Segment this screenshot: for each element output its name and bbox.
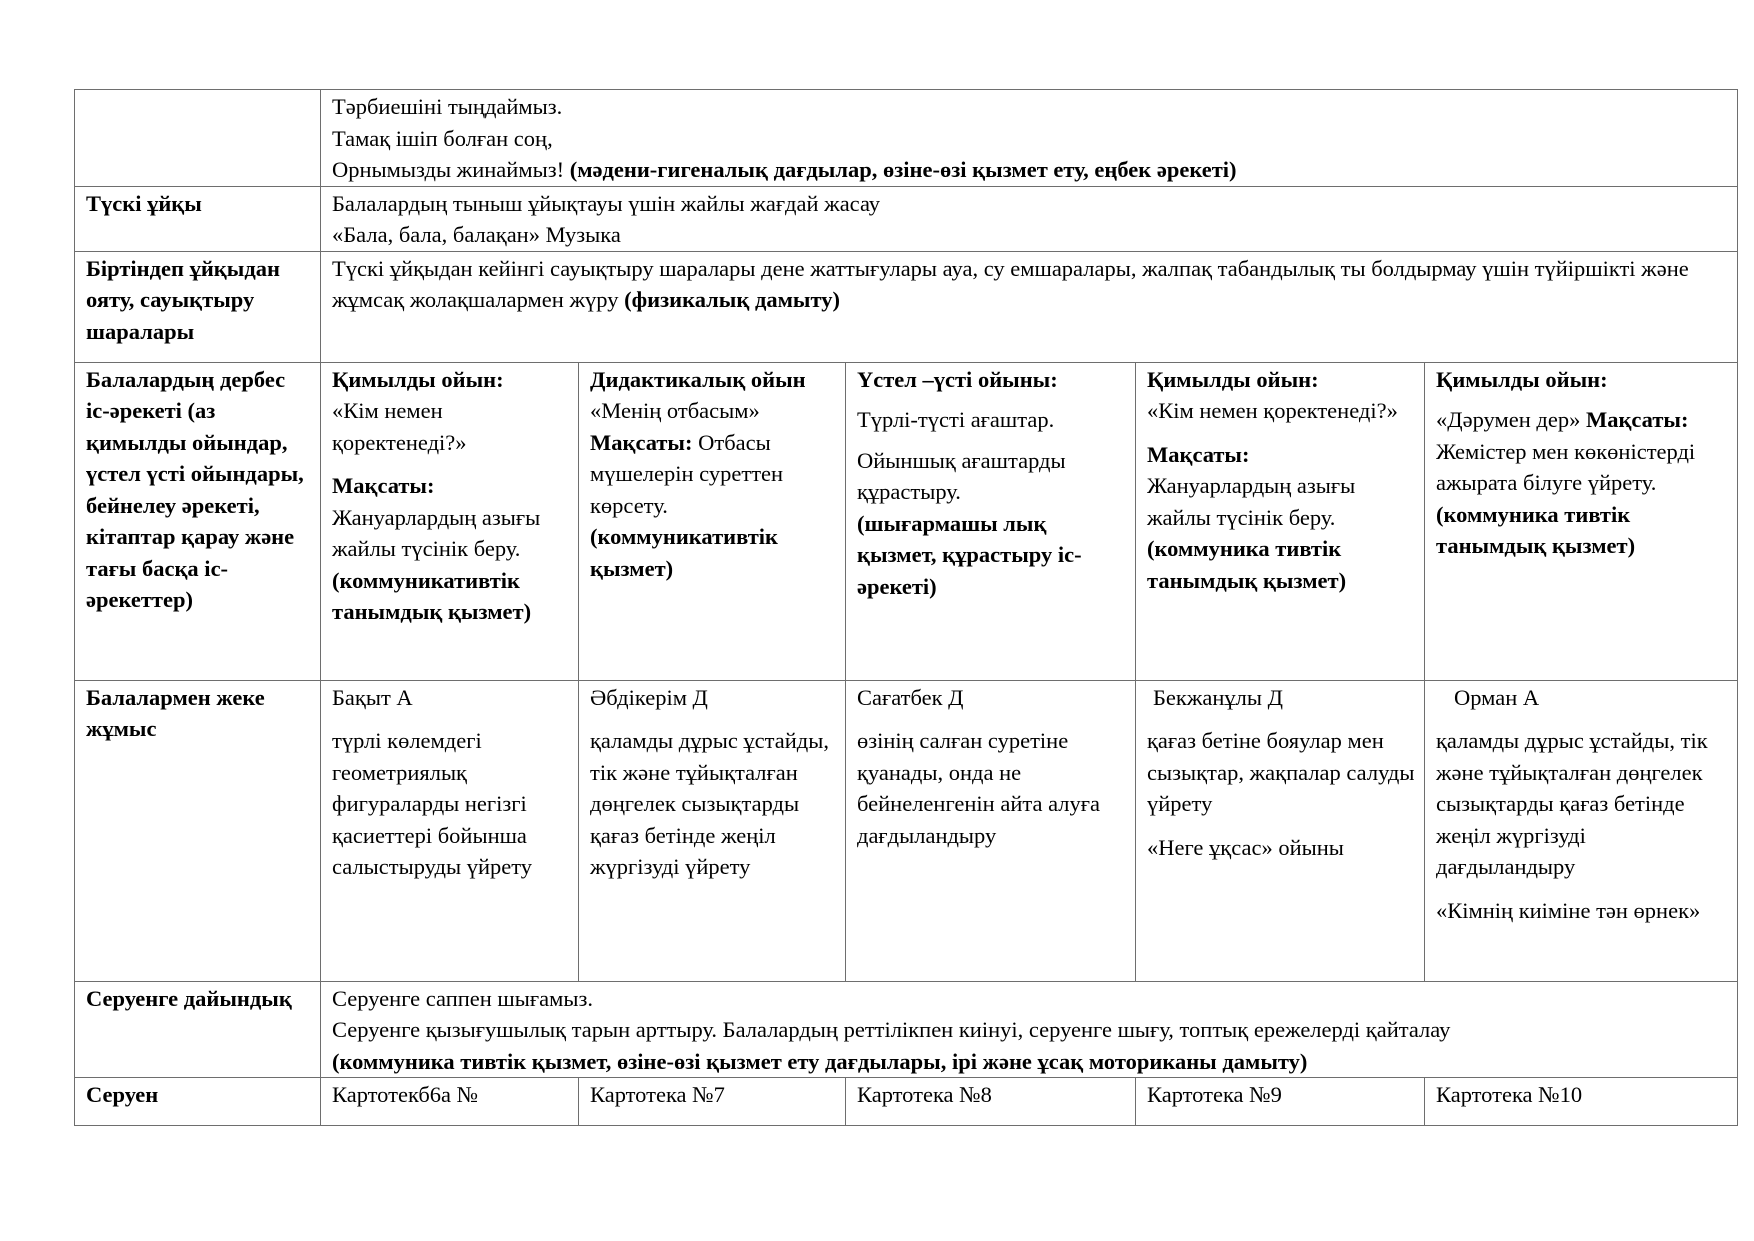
walk-card-3: Картотека №8 [846,1078,1136,1126]
activity-1-game: «Кім немен қоректенеді?» [332,398,467,455]
activity-4-goal-label: Мақсаты: [1147,441,1250,467]
activity-4-note: (коммуника тивтік танымдық қызмет) [1147,536,1347,593]
row-intro [75,90,1738,187]
activity-cell-4 [1136,362,1425,680]
activity-5-goal-wrap [1436,404,1728,499]
intro-line-3: Орнымызды жинаймыз! [332,157,565,182]
activity-label: Балалардың дербес іс-әрекеті (аз қимылды ойындар, үстел үсті ойындары, бейнелеу әрекеті, кітаптар қарау және тағы басқа іс-әрекеттер) [75,362,321,680]
activity-3-goal: Ойыншық ағаштарды құрастыру. [857,447,1066,504]
nap-line-1: Балалардың тыныш ұйықтауы үшін жайлы жағдай жасау [332,190,881,216]
activity-5-goal-label: Мақсаты: [1585,407,1689,432]
individual-5-name: Орман А [1454,684,1540,710]
walk-card-2: Картотека №7 [579,1078,846,1126]
activity-3-note: (шығармашы лық қызмет, құрастыру іс-әрекеті) [857,510,1082,599]
individual-1-name: Бақыт А [332,684,413,710]
intro-line-1: Тәрбиешіні тыңдаймыз. [332,94,563,119]
activity-2-title: Дидактикалық ойын [590,366,806,392]
nap-label: Түскі ұйқы [75,186,321,251]
row-prep [75,981,1738,1078]
activity-4-game: «Кім немен қоректенеді?» [1147,398,1398,423]
activity-3-title: Үстел –үсті ойыны: [857,366,1058,392]
individual-2-text: қаламды дұрыс ұстайды, тік және тұйықталған дөңгелек сызықтарды қағаз бетінде жеңіл жүргізуді үйрету [590,728,829,879]
individual-5-text: қаламды дұрыс ұстайды, тік және тұйықталған дөңгелек сызықтарды қағаз бетінде жеңіл жүргізуді дағдыландыру [1436,728,1708,879]
nap-content-cell [321,186,1738,251]
activity-1-note: (коммуникативтік танымдық қызмет) [332,567,532,624]
individual-cell-1 [321,680,579,981]
wake-label: Біртіндеп ұйқыдан ояту, сауықтыру шаралары [75,251,321,362]
individual-3-text: өзінің салған суретіне қуанады, онда не бейнеленгенін айта алуға дағдыландыру [857,728,1100,848]
activity-5-goal: Жемістер мен көкөністерді ажырата білуге үйрету. [1436,438,1696,495]
individual-1-text: түрлі көлемдегі геометриялық фигураларды негізгі қасиеттері бойынша салыстыруды үйрету [332,728,533,879]
individual-cell-2 [579,680,846,981]
individual-2-name: Әбдікерім Д [590,684,708,710]
activity-1-goal-label: Мақсаты: [332,473,435,498]
individual-cell-3 [846,680,1136,981]
individual-cell-4 [1136,680,1425,981]
walk-card-5: Картотека №10 [1425,1078,1738,1126]
activity-cell-3 [846,362,1136,680]
walk-card-1: Картотекб6а № [321,1078,579,1126]
individual-5-extra: «Кімнің киіміне тән өрнек» [1436,897,1701,923]
activity-5-title: Қимылды ойын: [1436,366,1608,392]
prep-content-cell [321,981,1738,1078]
row-activity [75,362,1738,680]
row-walk [75,1078,1738,1126]
walk-card-4: Картотека №9 [1136,1078,1425,1126]
activity-5-note: (коммуника тивтік танымдық қызмет) [1436,501,1636,558]
activity-3-game: Түрлі-түсті ағаштар. [857,407,1055,432]
wake-text: Түскі ұйқыдан кейінгі сауықтыру шаралары дене жаттығулары ауа, су емшаралары, жалпақ табандылық ты болдырмау үшін түйіршікті және жұмсақ жолақшалармен жүру [332,255,1689,312]
row-individual [75,680,1738,981]
row-nap [75,186,1738,251]
individual-4-name: Бекжанұлы Д [1153,684,1283,710]
activity-2-goal: Отбасы мүшелерін суреттен көрсету. [590,429,784,518]
activity-2-note: (коммуникативтік қызмет) [590,524,778,581]
activity-2-game: «Менің отбасым» [590,398,760,423]
individual-4-extra: «Неге ұқсас» ойыны [1147,834,1344,860]
walk-label: Серуен [75,1078,321,1126]
prep-line-1: Серуенге саппен шығамыз. [332,985,593,1011]
activity-4-goal: Жануарлардың азығы жайлы түсінік беру. [1147,473,1356,530]
prep-note: (коммуника тивтік қызмет, өзіне-өзі қызмет ету дағдылары, ірі және ұсақ моториканы дамыту) [332,1048,1308,1074]
individual-label: Балалармен жеке жұмыс [75,680,321,981]
activity-cell-2 [579,362,846,680]
wake-note: (физикалық дамыту) [624,287,840,312]
individual-cell-5 [1425,680,1738,981]
row-wake [75,251,1738,362]
activity-1-goal: Жануарлардың азығы жайлы түсінік беру. [332,504,541,561]
activity-1-title: Қимылды ойын: [332,366,504,392]
intro-line-2: Тамақ ішіп болған соң, [332,125,553,151]
activity-4-title: Қимылды ойын: [1147,366,1319,392]
intro-label-cell [75,90,321,187]
individual-4-text: қағаз бетіне бояулар мен сызықтар, жақпалар салуды үйрету [1147,728,1415,816]
intro-note: (мәдени-гигеналық дағдылар, өзіне-өзі қызмет ету, еңбек әрекеті) [569,157,1237,182]
activity-cell-5 [1425,362,1738,680]
activity-2-goal-wrap [590,427,836,522]
intro-line-3-wrap [332,154,1728,186]
activity-5-game: «Дәрумен дер» [1436,407,1586,432]
intro-content-cell [321,90,1738,187]
schedule-table [74,89,1738,1126]
activity-2-goal-label: Мақсаты: [590,429,693,455]
wake-content-cell [321,251,1738,362]
nap-line-2: «Бала, бала, балақан» Музыка [332,222,621,247]
prep-label: Серуенге дайындық [75,981,321,1078]
prep-line-2: Серуенге қызығушылық тарын арттыру. Балалардың реттілікпен киінуі, серуенге шығу, топтық ережелерді қайталау [332,1017,1451,1042]
individual-3-name: Сағатбек Д [857,684,964,710]
activity-cell-1 [321,362,579,680]
